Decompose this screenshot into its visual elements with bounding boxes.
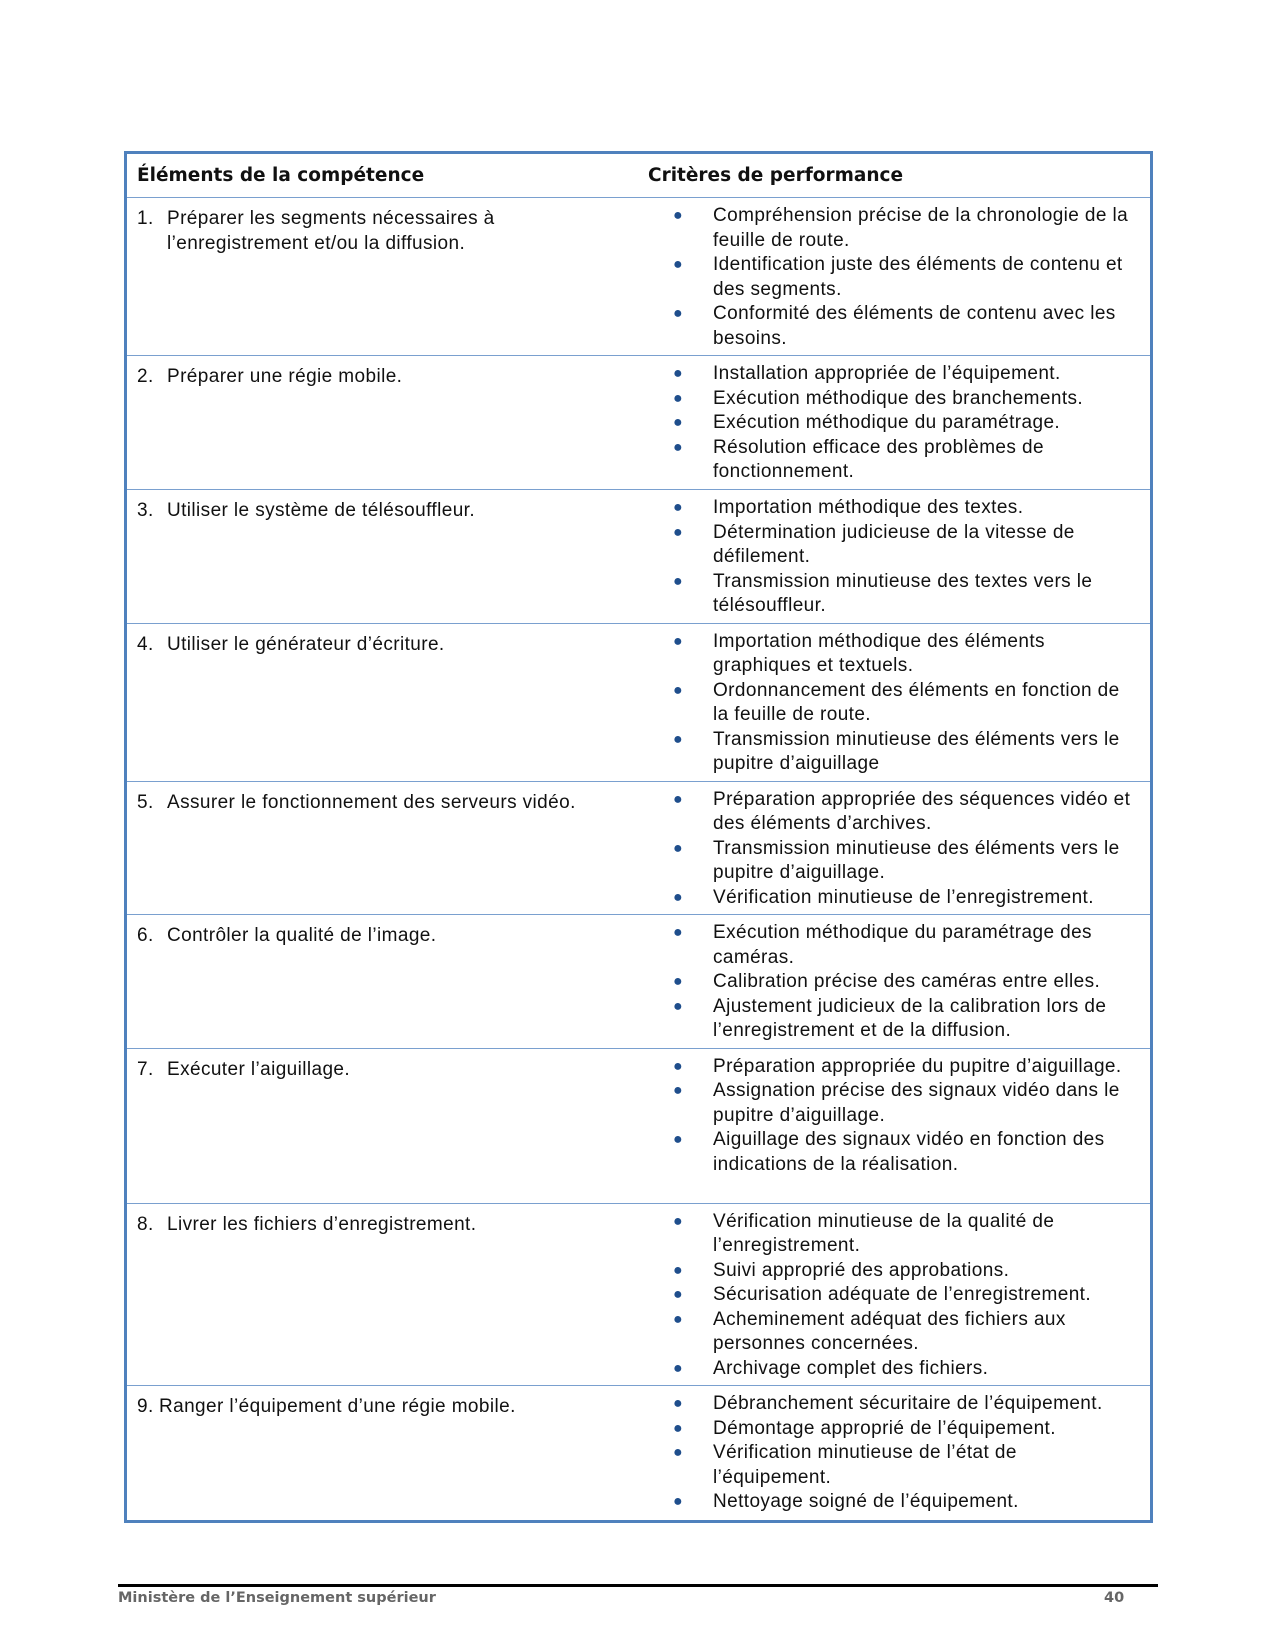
element-number: 4.	[137, 633, 154, 655]
criteria-text: Démontage approprié de l’équipement.	[713, 1417, 1056, 1439]
criteria-item	[673, 1055, 1140, 1080]
criteria-text: Compréhension précise de la chronologie de la feuille de route.	[713, 205, 1129, 251]
element-cell	[126, 1203, 638, 1386]
criteria-cell	[637, 198, 1152, 356]
criteria-text: Nettoyage soigné de l’équipement.	[713, 1491, 1019, 1512]
footer-divider	[118, 1584, 1158, 1587]
table-row	[126, 915, 1152, 1049]
element-text: Préparer une régie mobile.	[167, 366, 403, 387]
criteria-text: Vérification minutieuse de la qualité de l’enregistrement.	[713, 1210, 1055, 1256]
element-cell	[126, 781, 638, 915]
criteria-text: Archivage complet des fichiers.	[713, 1357, 989, 1379]
bullet-icon: ●	[673, 256, 684, 273]
element-number: 9.	[137, 1396, 154, 1417]
bullet-icon: ●	[673, 632, 684, 650]
criteria-text: Débranchement sécuritaire de l’équipement.	[713, 1393, 1103, 1414]
bullet-icon: ●	[673, 1057, 684, 1075]
criteria-text: Exécution méthodique du paramétrage des caméras.	[713, 922, 1092, 968]
criteria-list	[637, 362, 1140, 485]
criteria-list	[637, 1392, 1140, 1515]
criteria-list	[637, 630, 1140, 777]
criteria-text: Vérification minutieuse de l’état de l’équipement.	[713, 1442, 1017, 1488]
criteria-text: Assignation précise des signaux vidéo dans le pupitre d’aiguillage.	[713, 1080, 1120, 1126]
bullet-icon: ●	[673, 839, 684, 857]
criteria-text: Ordonnancement des éléments en fonction de la feuille de route.	[713, 679, 1120, 725]
element-number: 6.	[137, 925, 154, 946]
criteria-cell	[637, 1386, 1152, 1522]
criteria-item	[673, 253, 1140, 302]
criteria-list	[637, 921, 1140, 1044]
bullet-icon: ●	[673, 790, 684, 808]
bullet-icon: ●	[673, 207, 684, 224]
criteria-list	[637, 1210, 1140, 1382]
criteria-list	[637, 496, 1140, 619]
criteria-list	[637, 204, 1140, 351]
criteria-item	[673, 204, 1140, 253]
table-row	[126, 781, 1152, 915]
criteria-item	[673, 570, 1140, 619]
criteria-cell	[637, 1048, 1152, 1203]
criteria-text: Préparation appropriée du pupitre d’aiguillage.	[713, 1055, 1122, 1077]
bullet-icon: ●	[673, 305, 684, 322]
criteria-text: Transmission minutieuse des textes vers le télésouffleur.	[713, 570, 1093, 616]
criteria-text: Conformité des éléments de contenu avec les besoins.	[713, 303, 1116, 349]
criteria-item	[673, 362, 1140, 387]
bullet-icon: ●	[673, 997, 684, 1015]
table-row	[126, 623, 1152, 781]
criteria-text: Acheminement adéquat des fichiers aux personnes concernées.	[713, 1308, 1066, 1354]
criteria-text: Installation appropriée de l’équipement.	[713, 363, 1061, 384]
header-criteria: Critères de performance	[637, 153, 1152, 198]
bullet-icon: ●	[673, 1082, 684, 1099]
bullet-icon: ●	[673, 523, 684, 541]
element-text: Livrer les fichiers d’enregistrement.	[167, 1213, 477, 1235]
bullet-icon: ●	[673, 438, 684, 456]
bullet-icon: ●	[673, 1131, 684, 1148]
criteria-list	[637, 1055, 1140, 1178]
bullet-icon: ●	[673, 973, 684, 990]
table-header-row	[126, 153, 1152, 198]
element-number: 8.	[137, 1213, 154, 1235]
criteria-item	[673, 387, 1140, 412]
page-number: 40	[1104, 1590, 1125, 1606]
criteria-item	[673, 728, 1140, 777]
element-number: 5.	[137, 791, 154, 813]
bullet-icon: ●	[673, 1310, 684, 1328]
table-row	[126, 1048, 1152, 1203]
criteria-text: Importation méthodique des textes.	[713, 497, 1024, 518]
criteria-item	[673, 302, 1140, 351]
criteria-text: Ajustement judicieux de la calibration lors de l’enregistrement et de la diffusion.	[713, 995, 1107, 1041]
element-cell	[126, 1048, 638, 1203]
criteria-item	[673, 970, 1140, 995]
criteria-item	[673, 837, 1140, 886]
bullet-icon: ●	[673, 1212, 684, 1230]
element-text: Contrôler la qualité de l’image.	[167, 925, 437, 946]
criteria-item	[673, 1283, 1140, 1308]
criteria-item	[673, 788, 1140, 837]
table-row	[126, 356, 1152, 490]
criteria-item	[673, 1128, 1140, 1177]
criteria-item	[673, 630, 1140, 679]
element-text: Préparer les segments nécessaires à l’enregistrement et/ou la diffusion.	[167, 208, 495, 254]
criteria-item	[673, 886, 1140, 911]
element-cell	[126, 198, 638, 356]
criteria-text: Détermination judicieuse de la vitesse de défilement.	[713, 521, 1075, 567]
criteria-item	[673, 521, 1140, 570]
bullet-icon: ●	[673, 924, 684, 941]
table-row	[126, 198, 1152, 356]
bullet-icon: ●	[673, 1286, 684, 1303]
bullet-icon: ●	[673, 888, 684, 906]
criteria-text: Vérification minutieuse de l’enregistrement.	[713, 886, 1094, 908]
bullet-icon: ●	[673, 1395, 684, 1412]
element-text: Utiliser le générateur d’écriture.	[167, 633, 445, 655]
element-number: 3.	[137, 500, 154, 521]
element-text: Assurer le fonctionnement des serveurs vidéo.	[167, 791, 576, 813]
criteria-item	[673, 1357, 1140, 1382]
criteria-cell	[637, 623, 1152, 781]
bullet-icon: ●	[673, 1493, 684, 1510]
header-elements: Éléments de la compétence	[126, 153, 638, 198]
criteria-item	[673, 995, 1140, 1044]
criteria-text: Identification juste des éléments de contenu et des segments.	[713, 254, 1123, 300]
criteria-item	[673, 1392, 1140, 1417]
criteria-text: Préparation appropriée des séquences vidéo et des éléments d’archives.	[713, 788, 1131, 834]
element-cell	[126, 623, 638, 781]
table-row	[126, 1203, 1152, 1386]
criteria-text: Transmission minutieuse des éléments vers le pupitre d’aiguillage.	[713, 837, 1120, 883]
criteria-text: Suivi approprié des approbations.	[713, 1259, 1010, 1281]
criteria-item	[673, 1441, 1140, 1490]
criteria-item	[673, 1079, 1140, 1128]
criteria-item	[673, 1490, 1140, 1515]
element-cell	[126, 490, 638, 624]
criteria-item	[673, 496, 1140, 521]
bullet-icon: ●	[673, 389, 684, 407]
criteria-item	[673, 1417, 1140, 1442]
criteria-item	[673, 411, 1140, 436]
bullet-icon: ●	[673, 414, 684, 431]
criteria-cell	[637, 356, 1152, 490]
criteria-cell	[637, 781, 1152, 915]
footer-ministry: Ministère de l’Enseignement supérieur	[118, 1590, 436, 1606]
element-text: Ranger l’équipement d’une régie mobile.	[159, 1396, 516, 1417]
criteria-text: Transmission minutieuse des éléments vers le pupitre d’aiguillage	[713, 728, 1120, 774]
criteria-item	[673, 921, 1140, 970]
element-number: 1.	[137, 208, 154, 229]
bullet-icon: ●	[673, 1419, 684, 1437]
criteria-cell	[637, 1203, 1152, 1386]
element-number: 7.	[137, 1058, 154, 1080]
criteria-list	[637, 788, 1140, 911]
bullet-icon: ●	[673, 1261, 684, 1279]
criteria-item	[673, 1259, 1140, 1284]
bullet-icon: ●	[673, 365, 684, 382]
element-cell	[126, 915, 638, 1049]
table-row	[126, 490, 1152, 624]
element-text: Exécuter l’aiguillage.	[167, 1058, 351, 1080]
bullet-icon: ●	[673, 730, 684, 748]
criteria-item	[673, 436, 1140, 485]
criteria-item	[673, 679, 1140, 728]
element-text: Utiliser le système de télésouffleur.	[167, 500, 476, 521]
criteria-item	[673, 1210, 1140, 1259]
criteria-text: Sécurisation adéquate de l’enregistrement.	[713, 1284, 1092, 1305]
table-row	[126, 1386, 1152, 1522]
criteria-text: Calibration précise des caméras entre elles.	[713, 971, 1101, 992]
criteria-text: Exécution méthodique des branchements.	[713, 387, 1084, 409]
bullet-icon: ●	[673, 499, 684, 516]
competence-table	[124, 151, 1153, 1523]
criteria-cell	[637, 490, 1152, 624]
criteria-text: Aiguillage des signaux vidéo en fonction des indications de la réalisation.	[713, 1129, 1105, 1175]
bullet-icon: ●	[673, 572, 684, 590]
criteria-text: Importation méthodique des éléments graphiques et textuels.	[713, 630, 1045, 676]
element-cell	[126, 1386, 638, 1522]
bullet-icon: ●	[673, 1444, 684, 1461]
bullet-icon: ●	[673, 681, 684, 699]
criteria-text: Résolution efficace des problèmes de fonctionnement.	[713, 436, 1044, 482]
criteria-item	[673, 1308, 1140, 1357]
element-cell	[126, 356, 638, 490]
criteria-cell	[637, 915, 1152, 1049]
criteria-text: Exécution méthodique du paramétrage.	[713, 412, 1061, 433]
bullet-icon: ●	[673, 1359, 684, 1377]
element-number: 2.	[137, 366, 154, 387]
